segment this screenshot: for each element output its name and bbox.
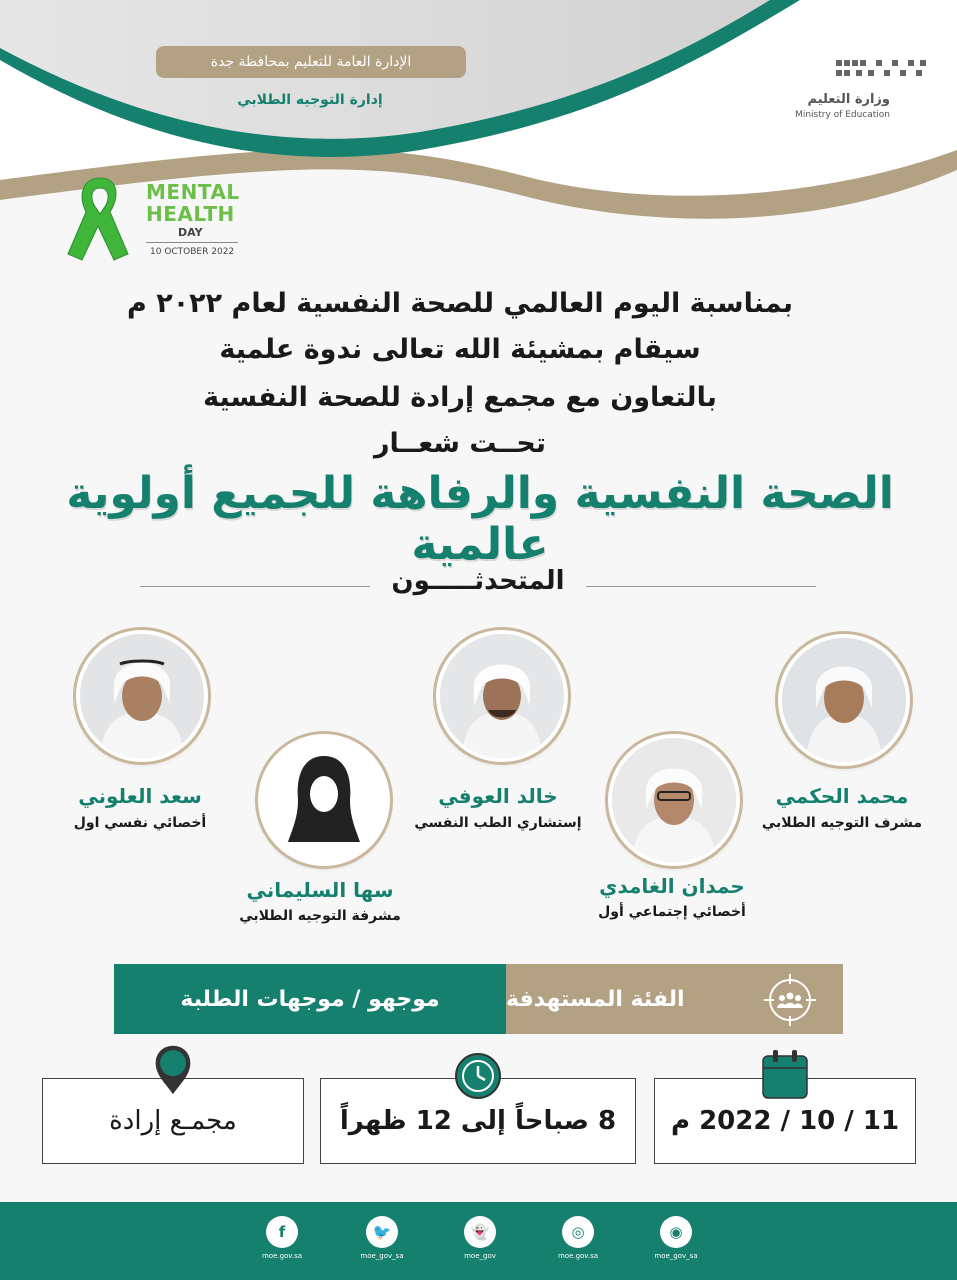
speaker-photo xyxy=(608,734,740,866)
clock-icon xyxy=(454,1050,502,1102)
speaker-role: أخصائي نفسي اول xyxy=(73,815,207,831)
snapchat-icon[interactable]: 👻 xyxy=(464,1216,496,1248)
intro-line-2: سيقام بمشيئة الله تعالى ندوة علمية xyxy=(219,334,701,365)
social-handle: moe_gov_sa xyxy=(360,1252,404,1260)
sub-department-label: إدارة التوجيه الطلابي xyxy=(237,92,383,108)
person-portrait-icon xyxy=(80,634,204,758)
speakers-heading: المتحدثـــــون xyxy=(391,566,565,596)
location-pin-icon xyxy=(149,1044,197,1096)
speaker-role: مشرفة التوجيه الطلابي xyxy=(239,908,401,924)
calendar-icon xyxy=(761,1048,809,1100)
person-portrait-icon xyxy=(612,738,736,862)
ministry-logo-icon xyxy=(836,58,928,82)
speaker-name: سعد العلوني xyxy=(78,784,202,808)
event-date: 11 / 10 / 2022 م xyxy=(670,1106,900,1136)
badge-line-day: DAY xyxy=(178,226,203,239)
speaker-role: أخصائي إجتماعي أول xyxy=(598,904,746,920)
intro-line-4: تحــت شعــار xyxy=(374,428,546,459)
green-ribbon-icon xyxy=(60,174,140,264)
department-label: الإدارة العامة للتعليم بمحافظة جدة xyxy=(156,46,466,78)
social-handle: moe.gov.sa xyxy=(557,1252,599,1260)
speaker-name: خالد العوفي xyxy=(438,784,558,808)
audience-value: موجهو / موجهات الطلبة xyxy=(114,964,506,1034)
badge-line-mental: MENTAL xyxy=(146,180,240,204)
heading-rule-left xyxy=(140,586,370,587)
social-handle: moe_gov xyxy=(464,1252,496,1260)
badge-divider xyxy=(146,242,238,243)
heading-rule-right xyxy=(586,586,816,587)
speaker-role: مشرف التوجيه الطلابي xyxy=(761,815,923,831)
speaker-name: سها السليماني xyxy=(246,878,394,902)
twitter-icon[interactable]: 🐦 xyxy=(366,1216,398,1248)
speaker-name: حمدان الغامدي xyxy=(599,874,745,898)
event-location: مجمـع إرادة xyxy=(109,1106,237,1136)
facebook-icon[interactable]: f xyxy=(266,1216,298,1248)
target-audience-icon xyxy=(762,972,818,1028)
audience-label: الفئة المستهدفة xyxy=(506,964,843,1034)
social-handle: moe.gov.sa xyxy=(261,1252,303,1260)
ministry-name-ar: وزارة التعليم xyxy=(807,92,890,107)
website-globe-icon[interactable]: ◎ xyxy=(562,1216,594,1248)
slogan: الصحة النفسية والرفاهة للجميع أولوية عالمية xyxy=(66,468,894,570)
badge-line-health: HEALTH xyxy=(146,202,235,226)
person-portrait-icon xyxy=(782,638,906,762)
social-handle: moe_gov_sa xyxy=(654,1252,698,1260)
speaker-photo xyxy=(436,630,568,762)
person-portrait-icon xyxy=(440,634,564,758)
speaker-photo xyxy=(258,734,390,866)
intro-line-3: بالتعاون مع مجمع إرادة للصحة النفسية xyxy=(203,382,717,413)
speaker-name: محمد الحكمي xyxy=(775,784,909,808)
header-wave xyxy=(0,0,957,240)
event-time: 8 صباحاً إلى 12 ظهراً xyxy=(339,1106,617,1136)
speaker-role: إستشاري الطب النفسي xyxy=(414,815,582,831)
woman-silhouette-icon xyxy=(262,738,386,862)
speaker-photo xyxy=(76,630,208,762)
speaker-photo xyxy=(778,634,910,766)
ministry-name-en: Ministry of Education xyxy=(795,110,890,120)
badge-date: 10 OCTOBER 2022 xyxy=(150,247,235,257)
instagram-icon[interactable]: ◉ xyxy=(660,1216,692,1248)
intro-line-1: بمناسبة اليوم العالمي للصحة النفسية لعام ٢٠٢٢ م xyxy=(127,288,793,319)
